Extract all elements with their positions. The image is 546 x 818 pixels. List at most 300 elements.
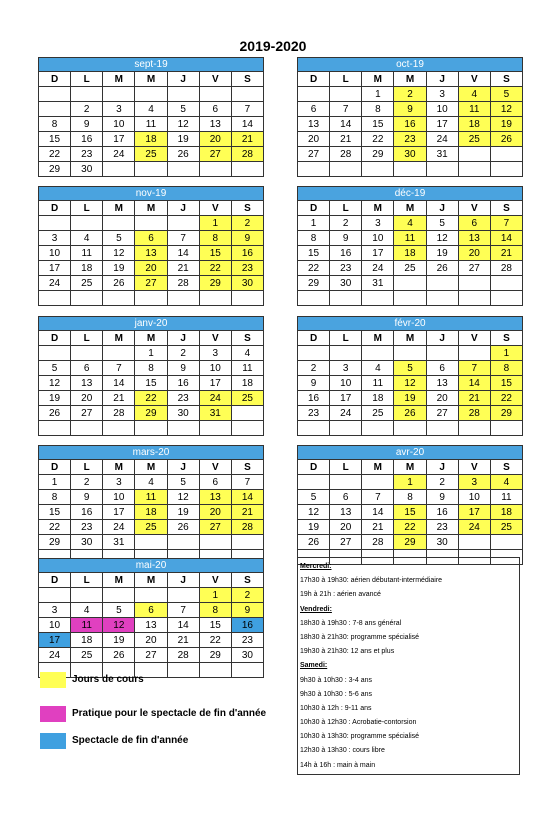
day-cell: 3 <box>103 102 135 117</box>
day-cell: 28 <box>167 276 199 291</box>
day-cell: 13 <box>199 117 231 132</box>
day-cell: 19 <box>39 391 71 406</box>
weekday-header: J <box>426 201 458 216</box>
day-cell <box>231 406 263 421</box>
day-cell: 23 <box>71 147 103 162</box>
day-cell: 12 <box>167 490 199 505</box>
day-cell: 10 <box>330 376 362 391</box>
day-cell: 3 <box>426 87 458 102</box>
legend-swatch <box>40 706 66 722</box>
day-cell: 7 <box>231 475 263 490</box>
day-cell: 2 <box>71 475 103 490</box>
day-cell: 6 <box>71 361 103 376</box>
day-cell <box>298 87 330 102</box>
day-cell: 31 <box>103 535 135 550</box>
weekday-header: S <box>231 72 263 87</box>
day-cell: 27 <box>199 520 231 535</box>
day-cell <box>199 421 231 436</box>
day-cell <box>362 291 394 306</box>
week-row <box>298 406 523 421</box>
day-cell <box>167 535 199 550</box>
day-cell: 11 <box>490 490 522 505</box>
day-cell: 3 <box>458 475 490 490</box>
week-row <box>39 261 264 276</box>
day-cell <box>490 291 522 306</box>
day-cell: 25 <box>231 391 263 406</box>
day-cell: 24 <box>103 520 135 535</box>
weekday-header: M <box>362 201 394 216</box>
weekday-header: L <box>330 331 362 346</box>
day-cell: 26 <box>394 406 426 421</box>
weekday-header: V <box>458 72 490 87</box>
day-cell: 29 <box>135 406 167 421</box>
schedule-line: 19h30 à 21h30: 12 ans et plus <box>300 648 395 656</box>
day-cell: 25 <box>394 261 426 276</box>
day-cell: 29 <box>362 147 394 162</box>
day-cell: 19 <box>103 633 135 648</box>
weekday-header: M <box>103 573 135 588</box>
day-cell: 7 <box>490 216 522 231</box>
day-cell: 2 <box>426 475 458 490</box>
day-cell: 12 <box>103 246 135 261</box>
day-cell: 7 <box>167 603 199 618</box>
weekday-header: S <box>231 460 263 475</box>
day-cell: 16 <box>231 618 263 633</box>
weekday-header: M <box>103 331 135 346</box>
weekday-header: V <box>199 460 231 475</box>
day-cell: 5 <box>167 475 199 490</box>
day-cell <box>39 346 71 361</box>
day-cell <box>71 87 103 102</box>
day-cell: 21 <box>231 132 263 147</box>
weekday-header: J <box>167 201 199 216</box>
schedule-line: 19h à 21h : aérien avancé <box>300 591 381 599</box>
day-cell <box>330 421 362 436</box>
day-cell: 20 <box>199 132 231 147</box>
week-row <box>39 102 264 117</box>
weekday-header: D <box>39 72 71 87</box>
day-cell <box>71 291 103 306</box>
month-header: mai-20 <box>39 559 264 573</box>
day-cell <box>330 475 362 490</box>
day-cell: 6 <box>330 490 362 505</box>
day-cell: 10 <box>362 231 394 246</box>
day-cell: 6 <box>298 102 330 117</box>
day-cell: 1 <box>199 588 231 603</box>
day-cell: 27 <box>426 406 458 421</box>
day-cell: 30 <box>71 535 103 550</box>
day-cell: 12 <box>426 231 458 246</box>
day-cell: 2 <box>330 216 362 231</box>
week-row <box>39 505 264 520</box>
weekday-header: M <box>135 460 167 475</box>
schedule-line: 18h30 à 19h30 : 7-8 ans général <box>300 619 402 627</box>
schedule-line: 14h à 16h : main à main <box>300 761 376 769</box>
day-cell: 10 <box>458 490 490 505</box>
weekday-header: V <box>199 573 231 588</box>
day-cell: 25 <box>71 276 103 291</box>
day-cell: 5 <box>103 231 135 246</box>
day-cell: 13 <box>298 117 330 132</box>
day-cell <box>298 475 330 490</box>
week-row <box>39 490 264 505</box>
month-calendar <box>297 445 523 565</box>
weekday-header: S <box>231 201 263 216</box>
day-cell: 22 <box>394 520 426 535</box>
month-calendar <box>297 186 523 306</box>
week-row <box>298 535 523 550</box>
day-cell: 16 <box>330 246 362 261</box>
weekday-header: S <box>231 573 263 588</box>
day-cell: 11 <box>135 490 167 505</box>
legend-label: Jours de cours <box>72 674 144 685</box>
month-header: mars-20 <box>39 446 264 460</box>
legend-label: Spectacle de fin d'année <box>72 735 189 746</box>
week-row <box>298 231 523 246</box>
schedule-notes <box>297 557 520 775</box>
day-cell: 30 <box>426 535 458 550</box>
week-row <box>39 376 264 391</box>
day-cell: 2 <box>231 216 263 231</box>
schedule-day-heading: Samedi: <box>300 662 328 670</box>
day-cell: 20 <box>458 246 490 261</box>
day-cell: 9 <box>71 117 103 132</box>
week-row <box>39 132 264 147</box>
weekday-header: L <box>71 331 103 346</box>
day-cell: 18 <box>71 633 103 648</box>
day-cell <box>39 291 71 306</box>
day-cell: 14 <box>490 231 522 246</box>
day-cell: 14 <box>362 505 394 520</box>
schedule-line: 10h30 à 13h30: programme spécialisé <box>300 733 420 741</box>
day-cell: 1 <box>39 475 71 490</box>
week-row <box>298 291 523 306</box>
day-cell: 21 <box>362 520 394 535</box>
day-cell: 11 <box>394 231 426 246</box>
day-cell: 4 <box>135 102 167 117</box>
day-cell: 1 <box>490 346 522 361</box>
day-cell <box>362 162 394 177</box>
weekday-header: M <box>394 331 426 346</box>
day-cell <box>490 421 522 436</box>
schedule-line: 12h30 à 13h30 : cours libre <box>300 747 385 755</box>
day-cell: 20 <box>298 132 330 147</box>
weekday-header: S <box>490 72 522 87</box>
week-row <box>39 475 264 490</box>
day-cell: 23 <box>298 406 330 421</box>
day-cell <box>199 162 231 177</box>
day-cell: 2 <box>394 87 426 102</box>
day-cell: 22 <box>39 147 71 162</box>
day-cell: 29 <box>394 535 426 550</box>
day-cell: 27 <box>458 261 490 276</box>
day-cell <box>135 588 167 603</box>
week-row <box>298 505 523 520</box>
day-cell <box>103 216 135 231</box>
weekday-header: V <box>199 201 231 216</box>
day-cell: 17 <box>330 391 362 406</box>
weekday-header: M <box>394 201 426 216</box>
day-cell: 24 <box>330 406 362 421</box>
day-cell <box>394 162 426 177</box>
day-cell: 18 <box>362 391 394 406</box>
day-cell: 6 <box>426 361 458 376</box>
day-cell: 18 <box>231 376 263 391</box>
day-cell: 10 <box>426 102 458 117</box>
day-cell: 9 <box>394 102 426 117</box>
day-cell: 23 <box>71 520 103 535</box>
day-cell <box>135 291 167 306</box>
weekday-header: D <box>39 460 71 475</box>
weekday-header: D <box>39 573 71 588</box>
day-cell <box>394 276 426 291</box>
day-cell: 29 <box>39 535 71 550</box>
week-row <box>39 147 264 162</box>
weekday-header: L <box>330 460 362 475</box>
day-cell <box>330 346 362 361</box>
day-cell: 16 <box>71 505 103 520</box>
day-cell: 19 <box>426 246 458 261</box>
day-cell: 12 <box>394 376 426 391</box>
day-cell <box>39 216 71 231</box>
day-cell: 28 <box>330 147 362 162</box>
day-cell: 26 <box>103 648 135 663</box>
day-cell: 15 <box>39 505 71 520</box>
day-cell: 18 <box>135 505 167 520</box>
weekday-header: M <box>394 460 426 475</box>
day-cell: 5 <box>394 361 426 376</box>
day-cell: 28 <box>167 648 199 663</box>
day-cell: 18 <box>458 117 490 132</box>
day-cell <box>167 216 199 231</box>
day-cell: 2 <box>71 102 103 117</box>
day-cell: 9 <box>231 603 263 618</box>
day-cell: 26 <box>167 520 199 535</box>
day-cell: 12 <box>167 117 199 132</box>
day-cell: 20 <box>71 391 103 406</box>
day-cell: 13 <box>135 618 167 633</box>
day-cell <box>71 346 103 361</box>
day-cell: 19 <box>394 391 426 406</box>
day-cell: 25 <box>135 147 167 162</box>
day-cell: 4 <box>458 87 490 102</box>
day-cell: 28 <box>490 261 522 276</box>
day-cell: 6 <box>199 102 231 117</box>
day-cell: 8 <box>298 231 330 246</box>
weekday-header: M <box>135 331 167 346</box>
week-row <box>298 162 523 177</box>
day-cell <box>167 663 199 678</box>
day-cell: 8 <box>394 490 426 505</box>
day-cell: 17 <box>458 505 490 520</box>
week-row <box>39 162 264 177</box>
day-cell <box>71 216 103 231</box>
day-cell: 25 <box>71 648 103 663</box>
legend-swatch <box>40 733 66 749</box>
week-row <box>298 361 523 376</box>
week-row <box>298 490 523 505</box>
schedule-day-heading: Mercredi: <box>300 563 332 570</box>
day-cell: 22 <box>135 391 167 406</box>
day-cell: 25 <box>490 520 522 535</box>
day-cell <box>426 276 458 291</box>
day-cell: 22 <box>362 132 394 147</box>
week-row <box>298 216 523 231</box>
weekday-header: J <box>167 460 199 475</box>
day-cell: 15 <box>298 246 330 261</box>
weekday-header: M <box>103 72 135 87</box>
day-cell: 26 <box>167 147 199 162</box>
day-cell: 21 <box>167 633 199 648</box>
weekday-header: V <box>458 331 490 346</box>
weekday-header: J <box>167 72 199 87</box>
day-cell: 7 <box>231 102 263 117</box>
day-cell <box>231 535 263 550</box>
day-cell: 29 <box>199 276 231 291</box>
day-cell: 14 <box>330 117 362 132</box>
weekday-header: J <box>426 72 458 87</box>
day-cell: 10 <box>103 117 135 132</box>
day-cell: 5 <box>103 603 135 618</box>
weekday-header: M <box>362 72 394 87</box>
week-row <box>39 406 264 421</box>
day-cell: 4 <box>490 475 522 490</box>
day-cell <box>39 421 71 436</box>
day-cell: 17 <box>103 505 135 520</box>
day-cell <box>458 276 490 291</box>
day-cell: 8 <box>135 361 167 376</box>
day-cell: 20 <box>135 261 167 276</box>
day-cell: 14 <box>231 490 263 505</box>
weekday-header: J <box>167 331 199 346</box>
weekday-header: M <box>135 573 167 588</box>
month-calendar <box>297 57 523 177</box>
day-cell <box>103 162 135 177</box>
page-title: 2019-2020 <box>239 38 307 54</box>
day-cell <box>458 162 490 177</box>
week-row <box>298 421 523 436</box>
day-cell <box>298 346 330 361</box>
day-cell <box>426 346 458 361</box>
day-cell: 16 <box>71 132 103 147</box>
week-row <box>298 346 523 361</box>
day-cell: 14 <box>167 618 199 633</box>
day-cell: 12 <box>103 618 135 633</box>
day-cell <box>362 475 394 490</box>
day-cell: 30 <box>231 276 263 291</box>
day-cell: 15 <box>362 117 394 132</box>
day-cell: 14 <box>458 376 490 391</box>
day-cell <box>490 147 522 162</box>
day-cell: 13 <box>199 490 231 505</box>
day-cell: 14 <box>103 376 135 391</box>
day-cell: 21 <box>330 132 362 147</box>
weekday-header: D <box>39 331 71 346</box>
day-cell: 27 <box>298 147 330 162</box>
day-cell: 5 <box>298 490 330 505</box>
month-calendar <box>38 57 264 177</box>
weekday-header: D <box>298 72 330 87</box>
week-row <box>39 520 264 535</box>
day-cell <box>330 162 362 177</box>
day-cell <box>199 291 231 306</box>
weekday-header: D <box>298 201 330 216</box>
day-cell <box>135 162 167 177</box>
day-cell <box>458 291 490 306</box>
week-row <box>39 421 264 436</box>
day-cell <box>103 421 135 436</box>
week-row <box>298 376 523 391</box>
day-cell: 7 <box>103 361 135 376</box>
week-row <box>39 246 264 261</box>
day-cell: 10 <box>103 490 135 505</box>
weekday-header: M <box>394 72 426 87</box>
day-cell <box>490 162 522 177</box>
weekday-header: J <box>426 331 458 346</box>
day-cell: 23 <box>426 520 458 535</box>
day-cell: 30 <box>167 406 199 421</box>
day-cell: 2 <box>231 588 263 603</box>
day-cell: 6 <box>135 603 167 618</box>
schedule-line: 10h30 à 12h : 9-11 ans <box>300 704 372 712</box>
day-cell <box>135 216 167 231</box>
week-row <box>298 276 523 291</box>
day-cell: 28 <box>231 520 263 535</box>
week-row <box>298 87 523 102</box>
week-row <box>39 633 264 648</box>
week-row <box>39 603 264 618</box>
day-cell: 3 <box>199 346 231 361</box>
day-cell: 15 <box>199 246 231 261</box>
day-cell <box>426 291 458 306</box>
weekday-header: L <box>330 72 362 87</box>
day-cell: 11 <box>71 246 103 261</box>
day-cell: 30 <box>330 276 362 291</box>
day-cell: 28 <box>103 406 135 421</box>
day-cell: 4 <box>394 216 426 231</box>
day-cell: 29 <box>199 648 231 663</box>
weekday-header: L <box>71 201 103 216</box>
day-cell: 24 <box>39 276 71 291</box>
schedule-line: 17h30 à 19h30: aérien débutant-intermédiaire <box>300 577 443 585</box>
day-cell: 28 <box>458 406 490 421</box>
day-cell <box>167 162 199 177</box>
day-cell <box>231 663 263 678</box>
day-cell <box>167 588 199 603</box>
day-cell: 1 <box>135 346 167 361</box>
day-cell: 8 <box>199 603 231 618</box>
day-cell: 2 <box>167 346 199 361</box>
day-cell: 24 <box>103 147 135 162</box>
day-cell: 26 <box>103 276 135 291</box>
day-cell: 9 <box>330 231 362 246</box>
day-cell: 12 <box>490 102 522 117</box>
day-cell: 18 <box>490 505 522 520</box>
day-cell: 1 <box>199 216 231 231</box>
day-cell: 17 <box>39 261 71 276</box>
day-cell <box>298 291 330 306</box>
day-cell: 30 <box>394 147 426 162</box>
week-row <box>39 216 264 231</box>
day-cell: 28 <box>362 535 394 550</box>
day-cell: 24 <box>199 391 231 406</box>
day-cell: 31 <box>199 406 231 421</box>
day-cell: 14 <box>231 117 263 132</box>
month-header: déc-19 <box>298 187 523 201</box>
week-row <box>298 132 523 147</box>
weekday-header: D <box>298 460 330 475</box>
day-cell: 5 <box>490 87 522 102</box>
